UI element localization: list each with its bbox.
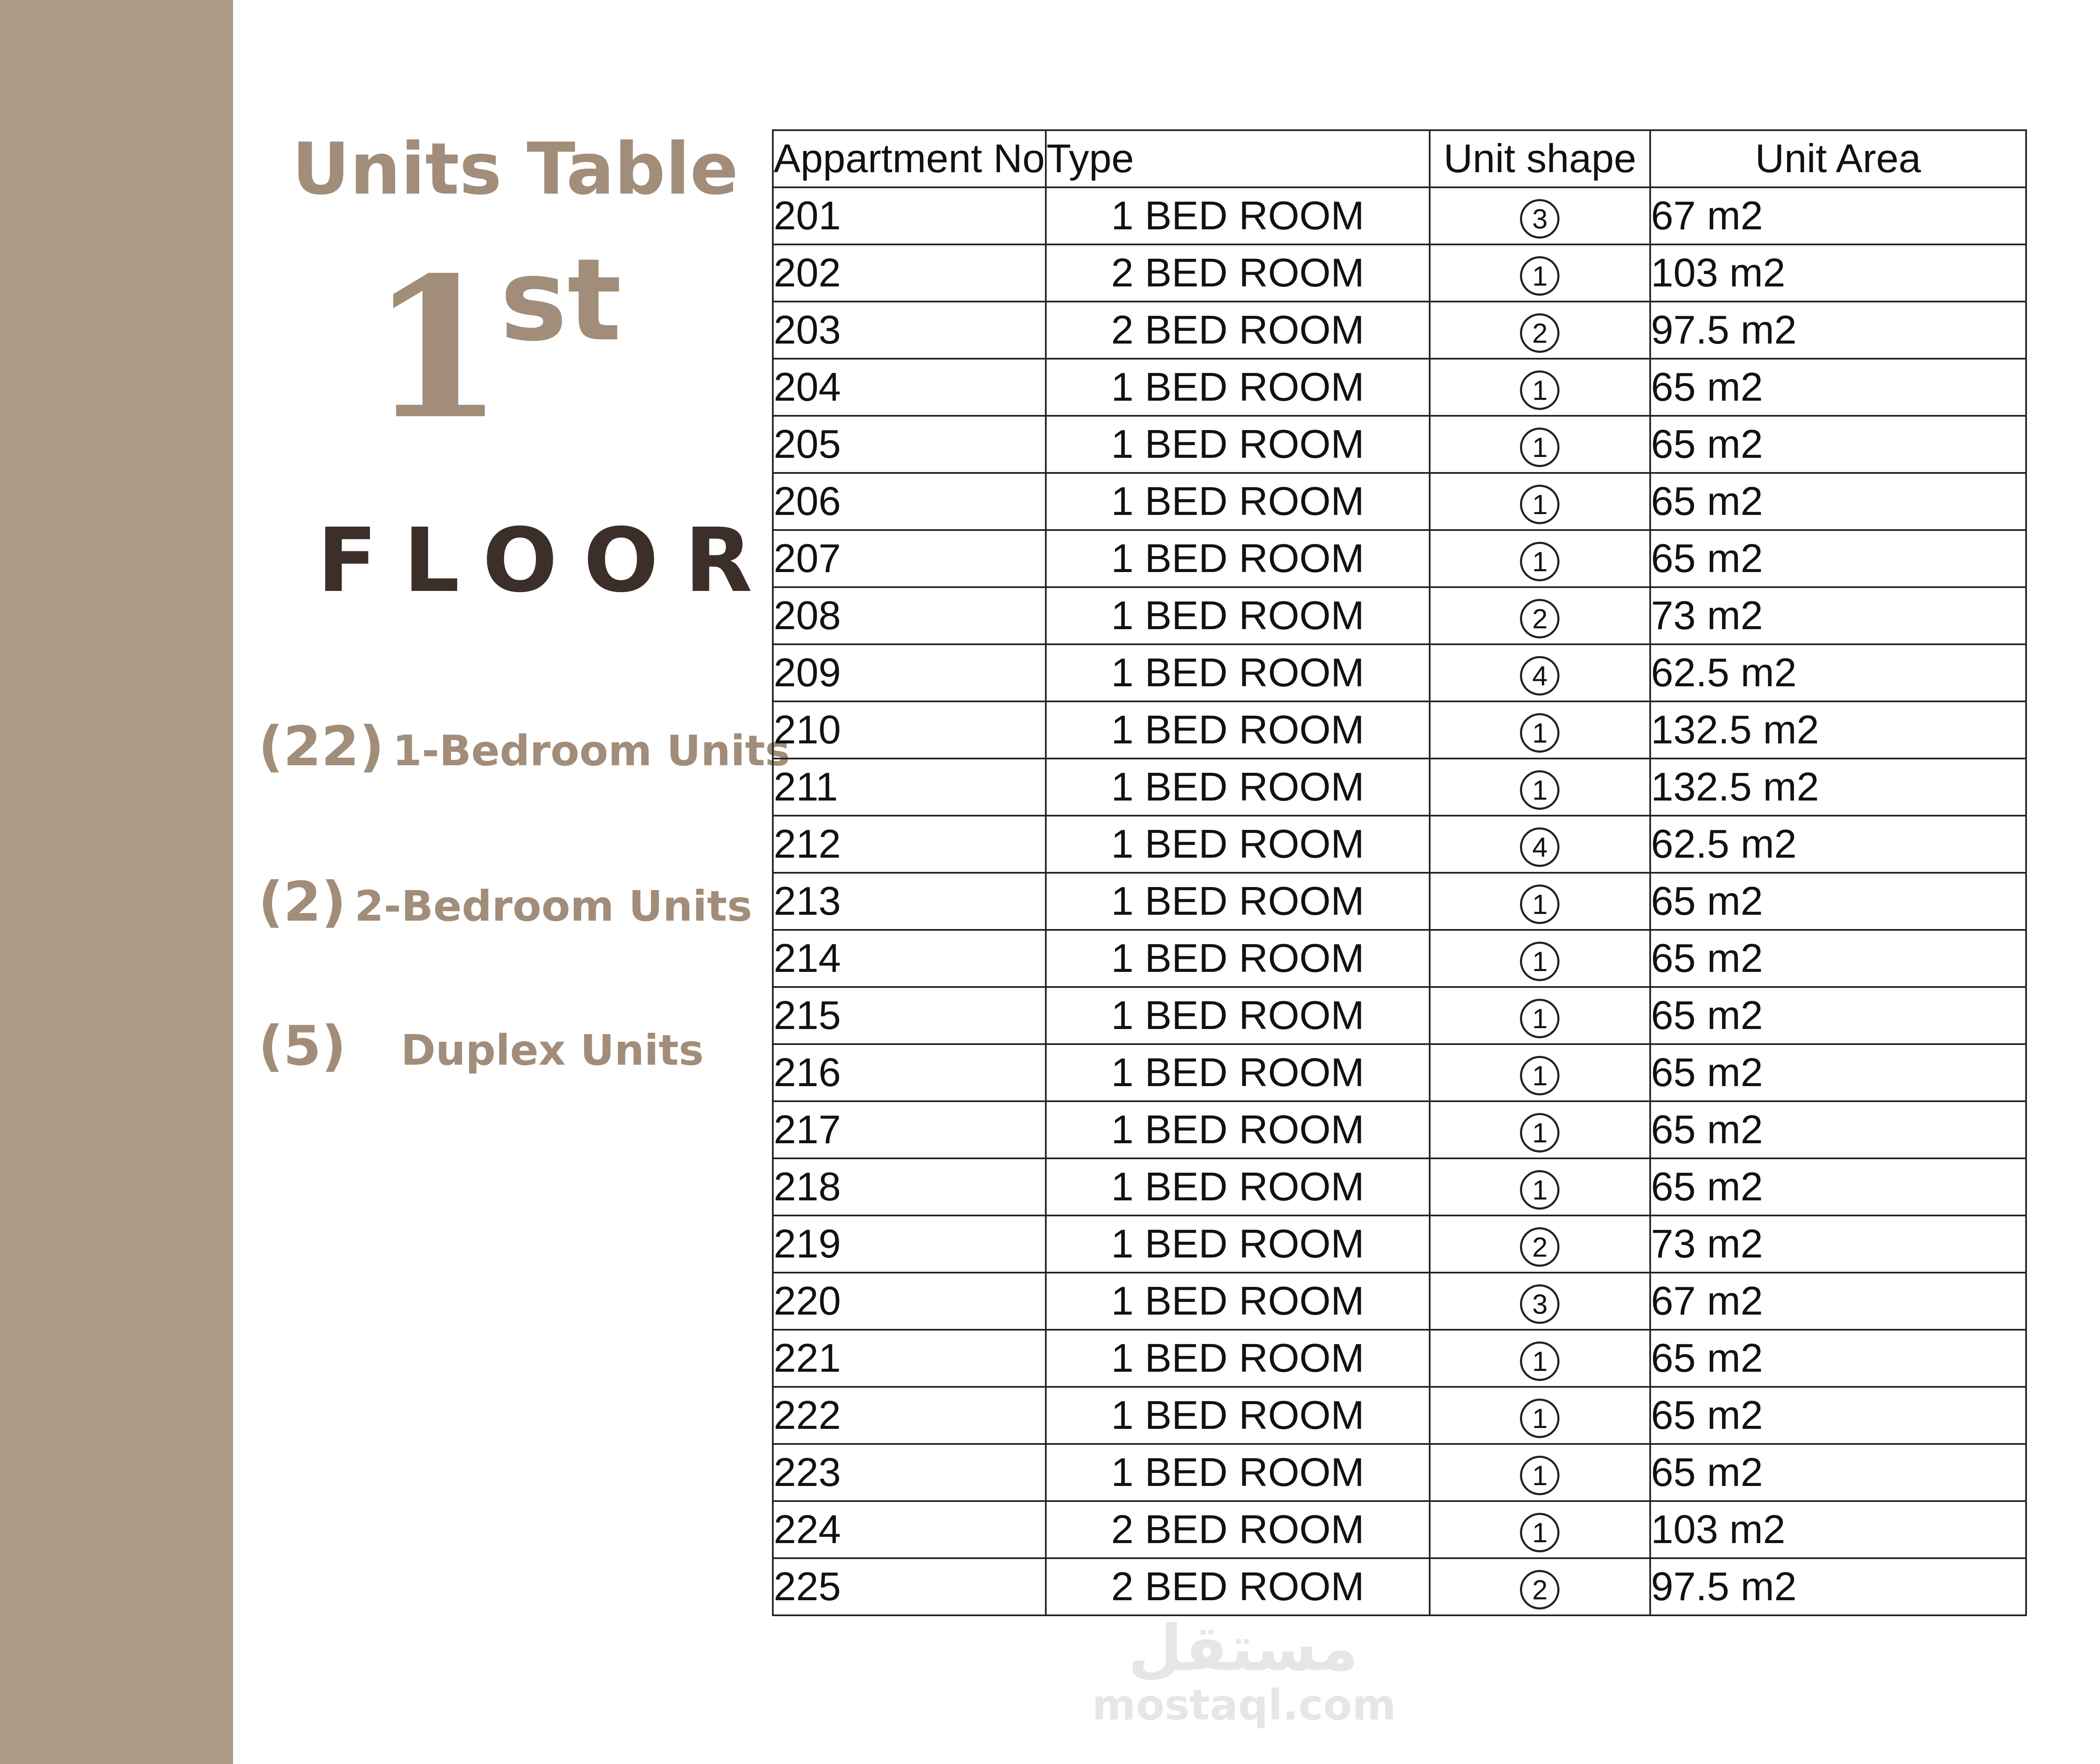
cell-type: 1 BED ROOM bbox=[1046, 1044, 1430, 1101]
cell-type: 1 BED ROOM bbox=[1046, 987, 1430, 1044]
cell-apartment-no: 202 bbox=[773, 244, 1046, 302]
cell-unit-shape bbox=[1430, 1330, 1650, 1387]
shape-number-circle: 1 bbox=[1520, 1170, 1559, 1210]
cell-unit-area: 62.5 m2 bbox=[1650, 816, 2026, 873]
shape-number-circle: 1 bbox=[1520, 542, 1559, 581]
shape-number-circle: 1 bbox=[1520, 1399, 1559, 1438]
cell-unit-area: 67 m2 bbox=[1650, 187, 2026, 244]
table-row bbox=[773, 759, 2026, 816]
table-row bbox=[773, 644, 2026, 701]
table-row bbox=[773, 1387, 2026, 1444]
cell-type: 2 BED ROOM bbox=[1046, 244, 1430, 302]
shape-number-circle: 1 bbox=[1520, 713, 1559, 753]
cell-unit-shape bbox=[1430, 1273, 1650, 1330]
cell-apartment-no: 215 bbox=[773, 987, 1046, 1044]
cell-type: 1 BED ROOM bbox=[1046, 1444, 1430, 1501]
table-row bbox=[773, 873, 2026, 930]
cell-type: 1 BED ROOM bbox=[1046, 587, 1430, 644]
cell-apartment-no: 201 bbox=[773, 187, 1046, 244]
table-row bbox=[773, 987, 2026, 1044]
table-row bbox=[773, 530, 2026, 587]
cell-unit-shape bbox=[1430, 759, 1650, 816]
cell-unit-area: 65 m2 bbox=[1650, 1101, 2026, 1158]
table-row bbox=[773, 244, 2026, 302]
cell-unit-area: 65 m2 bbox=[1650, 359, 2026, 416]
cell-apartment-no: 223 bbox=[773, 1444, 1046, 1501]
summary-count: (5) bbox=[258, 1014, 346, 1078]
cell-unit-area: 65 m2 bbox=[1650, 416, 2026, 473]
cell-unit-shape bbox=[1430, 1044, 1650, 1101]
cell-unit-area: 132.5 m2 bbox=[1650, 759, 2026, 816]
summary-1-bedroom bbox=[258, 714, 790, 778]
cell-type: 1 BED ROOM bbox=[1046, 1101, 1430, 1158]
table-row bbox=[773, 187, 2026, 244]
table-body bbox=[773, 187, 2026, 1615]
left-sidebar-band bbox=[0, 0, 233, 1764]
shape-number-circle: 1 bbox=[1520, 942, 1559, 981]
table-row bbox=[773, 816, 2026, 873]
watermark-arabic: مستقل bbox=[1128, 1612, 1359, 1685]
cell-unit-area: 62.5 m2 bbox=[1650, 644, 2026, 701]
table-row bbox=[773, 1101, 2026, 1158]
cell-type: 1 BED ROOM bbox=[1046, 473, 1430, 530]
cell-type: 1 BED ROOM bbox=[1046, 816, 1430, 873]
cell-apartment-no: 220 bbox=[773, 1273, 1046, 1330]
cell-unit-area: 65 m2 bbox=[1650, 530, 2026, 587]
cell-apartment-no: 218 bbox=[773, 1158, 1046, 1215]
table-row bbox=[773, 302, 2026, 359]
cell-unit-shape bbox=[1430, 1444, 1650, 1501]
cell-type: 1 BED ROOM bbox=[1046, 1158, 1430, 1215]
cell-apartment-no: 203 bbox=[773, 302, 1046, 359]
cell-type: 1 BED ROOM bbox=[1046, 1387, 1430, 1444]
summary-2-bedroom bbox=[258, 870, 752, 934]
cell-unit-shape bbox=[1430, 1101, 1650, 1158]
cell-type: 2 BED ROOM bbox=[1046, 1501, 1430, 1558]
table-row bbox=[773, 1330, 2026, 1387]
cell-unit-shape bbox=[1430, 359, 1650, 416]
cell-apartment-no: 210 bbox=[773, 701, 1046, 759]
cell-unit-shape bbox=[1430, 587, 1650, 644]
watermark-domain: mostaql.com bbox=[1092, 1680, 1396, 1730]
table-row bbox=[773, 473, 2026, 530]
cell-type: 2 BED ROOM bbox=[1046, 1558, 1430, 1615]
cell-unit-shape bbox=[1430, 816, 1650, 873]
shape-number-circle: 1 bbox=[1520, 256, 1559, 296]
table-row bbox=[773, 1044, 2026, 1101]
cell-apartment-no: 206 bbox=[773, 473, 1046, 530]
header-unit-shape: Unit shape bbox=[1430, 130, 1650, 187]
cell-type: 1 BED ROOM bbox=[1046, 530, 1430, 587]
cell-apartment-no: 211 bbox=[773, 759, 1046, 816]
cell-unit-area: 65 m2 bbox=[1650, 1444, 2026, 1501]
cell-unit-shape bbox=[1430, 1215, 1650, 1273]
cell-unit-shape bbox=[1430, 473, 1650, 530]
shape-number-circle: 1 bbox=[1520, 999, 1559, 1038]
shape-number-circle: 1 bbox=[1520, 485, 1559, 524]
summary-label: 2-Bedroom Units bbox=[354, 882, 752, 931]
cell-unit-shape bbox=[1430, 1387, 1650, 1444]
shape-number-circle: 1 bbox=[1520, 370, 1559, 410]
table-row bbox=[773, 930, 2026, 987]
shape-number-circle: 1 bbox=[1520, 1056, 1559, 1095]
table-row bbox=[773, 1558, 2026, 1615]
cell-unit-area: 65 m2 bbox=[1650, 1330, 2026, 1387]
cell-type: 1 BED ROOM bbox=[1046, 873, 1430, 930]
floor-word: FLOOR bbox=[317, 509, 779, 612]
cell-type: 1 BED ROOM bbox=[1046, 1330, 1430, 1387]
cell-apartment-no: 208 bbox=[773, 587, 1046, 644]
cell-type: 1 BED ROOM bbox=[1046, 359, 1430, 416]
cell-unit-area: 67 m2 bbox=[1650, 1273, 2026, 1330]
floor-number-suffix: st bbox=[500, 234, 622, 366]
cell-unit-area: 132.5 m2 bbox=[1650, 701, 2026, 759]
cell-apartment-no: 225 bbox=[773, 1558, 1046, 1615]
table-row bbox=[773, 1501, 2026, 1558]
cell-unit-shape bbox=[1430, 302, 1650, 359]
table-row bbox=[773, 1444, 2026, 1501]
table-row bbox=[773, 701, 2026, 759]
cell-unit-area: 65 m2 bbox=[1650, 1158, 2026, 1215]
cell-unit-area: 73 m2 bbox=[1650, 1215, 2026, 1273]
summary-label: 1-Bedroom Units bbox=[392, 726, 790, 775]
cell-unit-shape bbox=[1430, 416, 1650, 473]
cell-apartment-no: 207 bbox=[773, 530, 1046, 587]
cell-unit-area: 65 m2 bbox=[1650, 1387, 2026, 1444]
units-table bbox=[772, 129, 2027, 1616]
shape-number-circle: 1 bbox=[1520, 1513, 1559, 1552]
shape-number-circle: 2 bbox=[1520, 1570, 1559, 1609]
cell-apartment-no: 219 bbox=[773, 1215, 1046, 1273]
cell-unit-area: 97.5 m2 bbox=[1650, 302, 2026, 359]
cell-unit-area: 103 m2 bbox=[1650, 244, 2026, 302]
shape-number-circle: 1 bbox=[1520, 770, 1559, 810]
cell-type: 1 BED ROOM bbox=[1046, 1273, 1430, 1330]
cell-apartment-no: 213 bbox=[773, 873, 1046, 930]
table-row bbox=[773, 359, 2026, 416]
cell-apartment-no: 209 bbox=[773, 644, 1046, 701]
shape-number-circle: 3 bbox=[1520, 1284, 1559, 1324]
table-header-row bbox=[773, 130, 2026, 187]
watermark bbox=[1092, 1612, 1396, 1730]
cell-unit-shape bbox=[1430, 930, 1650, 987]
cell-unit-area: 103 m2 bbox=[1650, 1501, 2026, 1558]
cell-type: 2 BED ROOM bbox=[1046, 302, 1430, 359]
cell-unit-shape bbox=[1430, 644, 1650, 701]
cell-apartment-no: 204 bbox=[773, 359, 1046, 416]
shape-number-circle: 2 bbox=[1520, 313, 1559, 353]
cell-unit-shape bbox=[1430, 1558, 1650, 1615]
summary-count: (22) bbox=[258, 714, 384, 778]
cell-unit-shape bbox=[1430, 244, 1650, 302]
table-row bbox=[773, 416, 2026, 473]
cell-type: 1 BED ROOM bbox=[1046, 187, 1430, 244]
summary-duplex bbox=[258, 1014, 704, 1078]
cell-type: 1 BED ROOM bbox=[1046, 930, 1430, 987]
cell-unit-area: 73 m2 bbox=[1650, 587, 2026, 644]
cell-apartment-no: 214 bbox=[773, 930, 1046, 987]
cell-unit-shape bbox=[1430, 701, 1650, 759]
shape-number-circle: 1 bbox=[1520, 885, 1559, 924]
shape-number-circle: 4 bbox=[1520, 656, 1559, 696]
cell-type: 1 BED ROOM bbox=[1046, 759, 1430, 816]
cell-unit-area: 65 m2 bbox=[1650, 930, 2026, 987]
shape-number-circle: 3 bbox=[1520, 199, 1559, 239]
cell-unit-shape bbox=[1430, 873, 1650, 930]
cell-apartment-no: 224 bbox=[773, 1501, 1046, 1558]
shape-number-circle: 1 bbox=[1520, 1456, 1559, 1495]
cell-unit-area: 65 m2 bbox=[1650, 873, 2026, 930]
shape-number-circle: 1 bbox=[1520, 1113, 1559, 1152]
cell-apartment-no: 212 bbox=[773, 816, 1046, 873]
shape-number-circle: 2 bbox=[1520, 1227, 1559, 1267]
header-unit-area: Unit Area bbox=[1650, 130, 2026, 187]
shape-number-circle: 2 bbox=[1520, 599, 1559, 638]
cell-unit-shape bbox=[1430, 187, 1650, 244]
page-title: Units Table bbox=[292, 128, 738, 211]
cell-type: 1 BED ROOM bbox=[1046, 701, 1430, 759]
cell-type: 1 BED ROOM bbox=[1046, 1215, 1430, 1273]
cell-unit-area: 65 m2 bbox=[1650, 1044, 2026, 1101]
cell-unit-shape bbox=[1430, 987, 1650, 1044]
floor-number-digit: 1 bbox=[370, 235, 504, 462]
cell-type: 1 BED ROOM bbox=[1046, 644, 1430, 701]
cell-unit-area: 65 m2 bbox=[1650, 473, 2026, 530]
cell-apartment-no: 221 bbox=[773, 1330, 1046, 1387]
cell-apartment-no: 216 bbox=[773, 1044, 1046, 1101]
table-row bbox=[773, 1158, 2026, 1215]
cell-apartment-no: 222 bbox=[773, 1387, 1046, 1444]
shape-number-circle: 1 bbox=[1520, 1341, 1559, 1381]
shape-number-circle: 4 bbox=[1520, 827, 1559, 867]
header-type: Type bbox=[1046, 130, 1430, 187]
cell-unit-area: 97.5 m2 bbox=[1650, 1558, 2026, 1615]
floor-number bbox=[370, 234, 622, 462]
table-row bbox=[773, 1215, 2026, 1273]
cell-unit-shape bbox=[1430, 1501, 1650, 1558]
cell-type: 1 BED ROOM bbox=[1046, 416, 1430, 473]
header-apartment-no: Appartment No bbox=[773, 130, 1046, 187]
cell-apartment-no: 217 bbox=[773, 1101, 1046, 1158]
table-row bbox=[773, 587, 2026, 644]
cell-unit-shape bbox=[1430, 530, 1650, 587]
cell-unit-area: 65 m2 bbox=[1650, 987, 2026, 1044]
shape-number-circle: 1 bbox=[1520, 428, 1559, 467]
table-row bbox=[773, 1273, 2026, 1330]
cell-apartment-no: 205 bbox=[773, 416, 1046, 473]
cell-unit-shape bbox=[1430, 1158, 1650, 1215]
summary-label: Duplex Units bbox=[401, 1026, 704, 1075]
summary-count: (2) bbox=[258, 870, 346, 934]
